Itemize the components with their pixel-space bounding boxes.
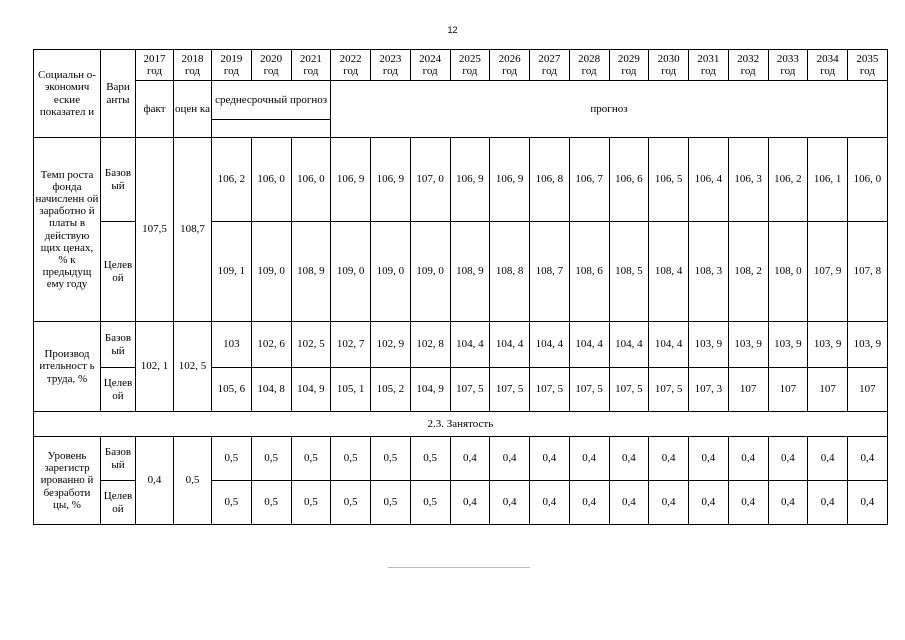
year-2029: 2029 год xyxy=(609,50,649,81)
value-cell: 103, 9 xyxy=(689,322,729,368)
value-cell: 108, 0 xyxy=(768,222,808,322)
year-2017: 2017 год xyxy=(136,50,174,81)
value-cell: 107, 8 xyxy=(848,222,888,322)
value-cell: 106, 0 xyxy=(848,138,888,222)
value-cell: 108, 2 xyxy=(728,222,768,322)
value-cell: 107, 5 xyxy=(490,368,530,412)
year-2028: 2028 год xyxy=(569,50,609,81)
year-2024: 2024 год xyxy=(410,50,450,81)
section-title: 2.3. Занятость xyxy=(34,412,888,437)
value-cell: 107, 9 xyxy=(808,222,848,322)
value-cell: 102, 6 xyxy=(251,322,291,368)
value-cell: 108, 6 xyxy=(569,222,609,322)
value-cell: 0,5 xyxy=(371,437,411,481)
value-cell: 0,5 xyxy=(212,437,252,481)
value-cell: 106, 9 xyxy=(490,138,530,222)
value-cell: 104, 4 xyxy=(649,322,689,368)
value-cell: 0,5 xyxy=(212,481,252,525)
unemployment-2017-value: 0,4 xyxy=(136,437,174,525)
value-cell: 0,4 xyxy=(649,481,689,525)
value-cell: 109, 0 xyxy=(410,222,450,322)
unemployment-2018-value: 0,5 xyxy=(174,437,212,525)
value-cell: 108, 4 xyxy=(649,222,689,322)
value-cell: 103, 9 xyxy=(848,322,888,368)
value-cell: 104, 4 xyxy=(490,322,530,368)
value-cell: 102, 7 xyxy=(331,322,371,368)
value-cell: 0,5 xyxy=(291,437,331,481)
value-cell: 0,5 xyxy=(410,481,450,525)
variant-base: Базов ый xyxy=(101,437,136,481)
year-2031: 2031 год xyxy=(689,50,729,81)
year-2019: 2019 год xyxy=(212,50,252,81)
value-cell: 0,4 xyxy=(689,481,729,525)
value-cell: 108, 5 xyxy=(609,222,649,322)
section-row xyxy=(34,412,888,437)
year-2033: 2033 год xyxy=(768,50,808,81)
value-cell: 106, 1 xyxy=(808,138,848,222)
value-cell: 0,4 xyxy=(609,437,649,481)
header-type-row xyxy=(34,81,888,120)
year-2030: 2030 год xyxy=(649,50,689,81)
value-cell: 104, 9 xyxy=(291,368,331,412)
value-cell: 107, 3 xyxy=(689,368,729,412)
value-cell: 106, 3 xyxy=(728,138,768,222)
header-estimate: оцен ка xyxy=(174,81,212,138)
value-cell: 106, 9 xyxy=(450,138,490,222)
page-number: 12 xyxy=(447,25,458,35)
value-cell: 106, 9 xyxy=(371,138,411,222)
year-2035: 2035 год xyxy=(848,50,888,81)
variant-target: Целев ой xyxy=(101,481,136,525)
value-cell: 106, 0 xyxy=(251,138,291,222)
value-cell: 0,5 xyxy=(331,481,371,525)
value-cell: 107, 0 xyxy=(410,138,450,222)
forecast-table xyxy=(33,49,888,525)
year-2027: 2027 год xyxy=(530,50,570,81)
value-cell: 104, 8 xyxy=(251,368,291,412)
productivity-indicator: Производ ительност ь труда, % xyxy=(34,322,101,412)
footer-divider xyxy=(388,567,530,568)
value-cell: 0,4 xyxy=(768,437,808,481)
value-cell: 0,5 xyxy=(251,481,291,525)
year-2026: 2026 год xyxy=(490,50,530,81)
variant-target: Целев ой xyxy=(101,222,136,322)
year-2032: 2032 год xyxy=(728,50,768,81)
value-cell: 0,4 xyxy=(490,481,530,525)
productivity-2018-value: 102, 5 xyxy=(174,322,212,412)
value-cell: 0,4 xyxy=(689,437,729,481)
value-cell: 0,5 xyxy=(291,481,331,525)
productivity-2017-value: 102, 1 xyxy=(136,322,174,412)
wage-fund-indicator: Темп роста фонда начисленн ой заработно й платы в действую щих ценах, % к предыдущ ему году xyxy=(34,138,101,322)
variant-base: Базов ый xyxy=(101,322,136,368)
value-cell: 0,5 xyxy=(371,481,411,525)
value-cell: 0,4 xyxy=(490,437,530,481)
unemployment-indicator: Уровень зарегистр ированно й безработи цы, % xyxy=(34,437,101,525)
wage-2017-value: 107,5 xyxy=(136,138,174,322)
value-cell: 0,4 xyxy=(649,437,689,481)
header-fact: факт xyxy=(136,81,174,138)
value-cell: 0,4 xyxy=(450,481,490,525)
unemployment-base-row xyxy=(34,437,888,481)
value-cell: 105, 2 xyxy=(371,368,411,412)
year-2034: 2034 год xyxy=(808,50,848,81)
value-cell: 109, 1 xyxy=(212,222,252,322)
value-cell: 104, 4 xyxy=(530,322,570,368)
value-cell: 103, 9 xyxy=(728,322,768,368)
productivity-base-row xyxy=(34,322,888,368)
value-cell: 106, 2 xyxy=(212,138,252,222)
value-cell: 106, 7 xyxy=(569,138,609,222)
value-cell: 0,4 xyxy=(530,481,570,525)
variant-base: Базов ый xyxy=(101,138,136,222)
value-cell: 0,4 xyxy=(808,481,848,525)
value-cell: 103, 9 xyxy=(808,322,848,368)
value-cell: 106, 4 xyxy=(689,138,729,222)
header-variant: Вари анты xyxy=(101,50,136,138)
year-2018: 2018 год xyxy=(174,50,212,81)
value-cell: 0,4 xyxy=(530,437,570,481)
year-2021: 2021 год xyxy=(291,50,331,81)
value-cell: 107 xyxy=(848,368,888,412)
value-cell: 0,4 xyxy=(569,437,609,481)
value-cell: 108, 7 xyxy=(530,222,570,322)
value-cell: 109, 0 xyxy=(331,222,371,322)
header-forecast: прогноз xyxy=(331,81,888,138)
value-cell: 0,4 xyxy=(728,437,768,481)
year-2023: 2023 год xyxy=(371,50,411,81)
value-cell: 0,4 xyxy=(768,481,808,525)
value-cell: 107, 5 xyxy=(649,368,689,412)
value-cell: 103 xyxy=(212,322,252,368)
value-cell: 0,5 xyxy=(410,437,450,481)
value-cell: 104, 4 xyxy=(569,322,609,368)
value-cell: 106, 0 xyxy=(291,138,331,222)
year-2022: 2022 год xyxy=(331,50,371,81)
value-cell: 0,5 xyxy=(331,437,371,481)
value-cell: 107, 5 xyxy=(609,368,649,412)
value-cell: 102, 9 xyxy=(371,322,411,368)
wage-base-row xyxy=(34,138,888,222)
value-cell: 104, 4 xyxy=(450,322,490,368)
value-cell: 0,4 xyxy=(808,437,848,481)
value-cell: 109, 0 xyxy=(371,222,411,322)
value-cell: 108, 9 xyxy=(450,222,490,322)
value-cell: 0,4 xyxy=(609,481,649,525)
value-cell: 106, 8 xyxy=(530,138,570,222)
value-cell: 107 xyxy=(728,368,768,412)
header-years-row xyxy=(34,50,888,81)
value-cell: 107, 5 xyxy=(530,368,570,412)
value-cell: 102, 8 xyxy=(410,322,450,368)
value-cell: 107, 5 xyxy=(450,368,490,412)
value-cell: 102, 5 xyxy=(291,322,331,368)
year-2020: 2020 год xyxy=(251,50,291,81)
value-cell: 0,4 xyxy=(569,481,609,525)
wage-2018-value: 108,7 xyxy=(174,138,212,322)
value-cell: 0,4 xyxy=(728,481,768,525)
value-cell: 108, 9 xyxy=(291,222,331,322)
value-cell: 108, 3 xyxy=(689,222,729,322)
value-cell: 104, 9 xyxy=(410,368,450,412)
value-cell: 0,5 xyxy=(251,437,291,481)
value-cell: 107, 5 xyxy=(569,368,609,412)
value-cell: 109, 0 xyxy=(251,222,291,322)
value-cell: 105, 1 xyxy=(331,368,371,412)
value-cell: 107 xyxy=(768,368,808,412)
value-cell: 106, 5 xyxy=(649,138,689,222)
value-cell: 108, 8 xyxy=(490,222,530,322)
value-cell: 106, 6 xyxy=(609,138,649,222)
header-medium-term: среднесрочный прогноз xyxy=(212,81,331,120)
value-cell: 106, 2 xyxy=(768,138,808,222)
value-cell: 103, 9 xyxy=(768,322,808,368)
value-cell: 105, 6 xyxy=(212,368,252,412)
header-medium-term-spacer xyxy=(212,120,331,138)
value-cell: 106, 9 xyxy=(331,138,371,222)
value-cell: 0,4 xyxy=(848,481,888,525)
header-indicator: Социальн о-экономич еские показател и xyxy=(34,50,101,138)
value-cell: 0,4 xyxy=(450,437,490,481)
variant-target: Целев ой xyxy=(101,368,136,412)
value-cell: 0,4 xyxy=(848,437,888,481)
value-cell: 107 xyxy=(808,368,848,412)
value-cell: 104, 4 xyxy=(609,322,649,368)
year-2025: 2025 год xyxy=(450,50,490,81)
